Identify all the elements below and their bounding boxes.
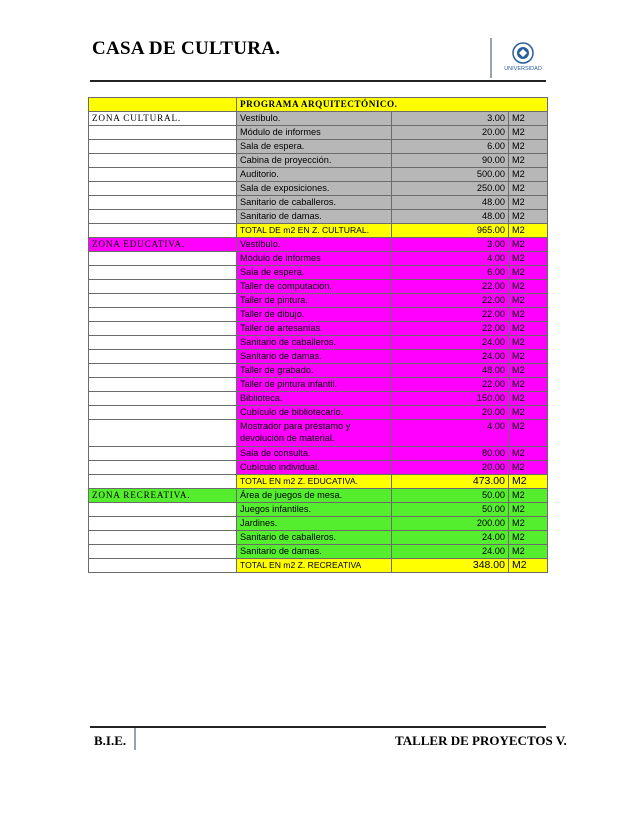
- zone-blank-cell: [89, 406, 237, 420]
- zone-label: ZONA RECREATIVA.: [89, 489, 237, 503]
- zone-blank-cell: [89, 336, 237, 350]
- zone-blank-cell: [89, 420, 237, 447]
- area-unit: M2: [509, 461, 548, 475]
- area-value: 20.00: [392, 126, 509, 140]
- area-value: 90.00: [392, 154, 509, 168]
- table-row: [89, 461, 548, 475]
- area-value: 48.00: [392, 364, 509, 378]
- table-row: [89, 252, 548, 266]
- document-title: CASA DE CULTURA.: [92, 38, 281, 59]
- space-name: Sala de exposiciones.: [237, 182, 392, 196]
- table-row: [89, 531, 548, 545]
- area-value: 4.00: [392, 420, 509, 447]
- table-row: [89, 406, 548, 420]
- space-name: Taller de pintura.: [237, 294, 392, 308]
- header-divider: [490, 38, 492, 78]
- area-value: 24.00: [392, 545, 509, 559]
- table-row: [89, 294, 548, 308]
- area-unit: M2: [509, 210, 548, 224]
- area-value: 24.00: [392, 350, 509, 364]
- total-value: 348.00: [392, 559, 509, 573]
- space-name: Biblioteca.: [237, 392, 392, 406]
- zone-blank-cell: [89, 280, 237, 294]
- area-unit: M2: [509, 406, 548, 420]
- area-value: 48.00: [392, 210, 509, 224]
- table-row: [89, 503, 548, 517]
- space-name: Cubículo individual.: [237, 461, 392, 475]
- space-name: Taller de pintura infantil.: [237, 378, 392, 392]
- area-value: 80.00: [392, 447, 509, 461]
- table-row: [89, 322, 548, 336]
- zone-label: ZONA EDUCATIVA.: [89, 238, 237, 252]
- table-row: [89, 308, 548, 322]
- total-unit: M2: [509, 224, 548, 238]
- logo-caption: UNIVERSIDAD: [504, 66, 542, 72]
- area-unit: M2: [509, 266, 548, 280]
- zone-blank-cell: [89, 378, 237, 392]
- zone-blank-cell: [89, 210, 237, 224]
- area-value: 4.00: [392, 252, 509, 266]
- zone-total-row: [89, 224, 548, 238]
- space-name: Cabina de proyección.: [237, 154, 392, 168]
- space-name: Auditorio.: [237, 168, 392, 182]
- table-row: [89, 168, 548, 182]
- area-unit: M2: [509, 196, 548, 210]
- space-name: Sanitario de caballeros.: [237, 196, 392, 210]
- area-unit: M2: [509, 545, 548, 559]
- space-name: Sala de consulta.: [237, 447, 392, 461]
- table-row: [89, 447, 548, 461]
- area-unit: M2: [509, 517, 548, 531]
- table-row: [89, 280, 548, 294]
- area-unit: M2: [509, 447, 548, 461]
- zone-blank-cell: [89, 545, 237, 559]
- area-value: 3.00: [392, 238, 509, 252]
- area-unit: M2: [509, 420, 548, 447]
- space-name: Sanitario de damas.: [237, 210, 392, 224]
- program-title: PROGRAMA ARQUITECTÓNICO.: [237, 98, 548, 112]
- area-value: 6.00: [392, 140, 509, 154]
- area-unit: M2: [509, 280, 548, 294]
- table-row: [89, 420, 548, 447]
- table-row: [89, 126, 548, 140]
- area-value: 50.00: [392, 489, 509, 503]
- area-value: 24.00: [392, 336, 509, 350]
- zone-blank-cell: [89, 168, 237, 182]
- area-unit: M2: [509, 531, 548, 545]
- zone-blank-cell: [89, 475, 237, 489]
- zone-blank-cell: [89, 517, 237, 531]
- table-row: [89, 336, 548, 350]
- space-name: Mostrador para préstamo y devolución de material.: [237, 420, 392, 447]
- area-unit: M2: [509, 112, 548, 126]
- area-unit: M2: [509, 140, 548, 154]
- area-unit: M2: [509, 294, 548, 308]
- area-value: 22.00: [392, 294, 509, 308]
- space-name: Sanitario de caballeros.: [237, 336, 392, 350]
- area-unit: M2: [509, 154, 548, 168]
- footer-rule: [90, 726, 546, 728]
- area-unit: M2: [509, 238, 548, 252]
- zone-blank-cell: [89, 559, 237, 573]
- zone-blank-cell: [89, 196, 237, 210]
- total-label: TOTAL EN m2 Z. RECREATIVA: [237, 559, 392, 573]
- zone-total-row: [89, 559, 548, 573]
- footer-divider: [134, 728, 136, 750]
- area-unit: M2: [509, 392, 548, 406]
- table-row: [89, 112, 548, 126]
- area-unit: M2: [509, 336, 548, 350]
- total-label: TOTAL DE m2 EN Z. CULTURAL.: [237, 224, 392, 238]
- space-name: Módulo de informes: [237, 126, 392, 140]
- total-unit: M2: [509, 475, 548, 489]
- space-name: Área de juegos de mesa.: [237, 489, 392, 503]
- zone-blank-cell: [89, 140, 237, 154]
- area-value: 22.00: [392, 280, 509, 294]
- area-unit: M2: [509, 378, 548, 392]
- space-name: Vestíbulo.: [237, 238, 392, 252]
- zone-blank-cell: [89, 392, 237, 406]
- area-value: 150.00: [392, 392, 509, 406]
- area-unit: M2: [509, 308, 548, 322]
- space-name: Taller de artesanías.: [237, 322, 392, 336]
- area-value: 22.00: [392, 308, 509, 322]
- space-name: Juegos infantiles.: [237, 503, 392, 517]
- zone-blank-cell: [89, 503, 237, 517]
- program-table: [88, 97, 548, 573]
- area-value: 20.00: [392, 406, 509, 420]
- footer-left: B.I.E.: [94, 733, 127, 748]
- table-row: [89, 489, 548, 503]
- zone-blank-cell: [89, 447, 237, 461]
- area-unit: M2: [509, 168, 548, 182]
- space-name: Taller de dibujo.: [237, 308, 392, 322]
- space-name: Jardines.: [237, 517, 392, 531]
- zone-blank-cell: [89, 126, 237, 140]
- table-row: [89, 210, 548, 224]
- program-title-row: [89, 98, 548, 112]
- table-row: [89, 154, 548, 168]
- area-value: 6.00: [392, 266, 509, 280]
- area-value: 20.00: [392, 461, 509, 475]
- area-unit: M2: [509, 252, 548, 266]
- area-value: 500.00: [392, 168, 509, 182]
- table-row: [89, 378, 548, 392]
- zone-blank-cell: [89, 531, 237, 545]
- table-row: [89, 392, 548, 406]
- footer-right: TALLER DE PROYECTOS V.: [395, 733, 567, 748]
- area-value: 250.00: [392, 182, 509, 196]
- zone-blank-cell: [89, 266, 237, 280]
- area-unit: M2: [509, 503, 548, 517]
- area-value: 50.00: [392, 503, 509, 517]
- area-unit: M2: [509, 322, 548, 336]
- space-name: Sanitario de caballeros.: [237, 531, 392, 545]
- space-name: Cubículo de bibliotecario.: [237, 406, 392, 420]
- zone-blank-cell: [89, 308, 237, 322]
- zone-blank-cell: [89, 364, 237, 378]
- area-unit: M2: [509, 489, 548, 503]
- space-name: Sala de espera.: [237, 266, 392, 280]
- area-unit: M2: [509, 182, 548, 196]
- area-value: 22.00: [392, 378, 509, 392]
- space-name: Vestíbulo.: [237, 112, 392, 126]
- area-value: 24.00: [392, 531, 509, 545]
- zone-blank-cell: [89, 182, 237, 196]
- area-value: 3.00: [392, 112, 509, 126]
- space-name: Sanitario de damas.: [237, 350, 392, 364]
- space-name: Sala de espera.: [237, 140, 392, 154]
- zone-blank-cell: [89, 350, 237, 364]
- area-value: 48.00: [392, 196, 509, 210]
- table-row: [89, 266, 548, 280]
- zone-total-row: [89, 475, 548, 489]
- table-row: [89, 350, 548, 364]
- total-unit: M2: [509, 559, 548, 573]
- area-value: 200.00: [392, 517, 509, 531]
- space-name: Taller de computación.: [237, 280, 392, 294]
- area-value: 22.00: [392, 322, 509, 336]
- space-name: Sanitario de damas.: [237, 545, 392, 559]
- table-row: [89, 196, 548, 210]
- table-row: [89, 182, 548, 196]
- header-rule: [90, 80, 546, 82]
- table-row: [89, 364, 548, 378]
- area-unit: M2: [509, 350, 548, 364]
- zone-blank-cell: [89, 252, 237, 266]
- table-row: [89, 140, 548, 154]
- zone-blank-cell: [89, 224, 237, 238]
- space-name: Taller de grabado.: [237, 364, 392, 378]
- table-row: [89, 238, 548, 252]
- title-blank-cell: [89, 98, 237, 112]
- space-name: Módulo de informes: [237, 252, 392, 266]
- university-seal-icon: [500, 40, 546, 76]
- zone-blank-cell: [89, 322, 237, 336]
- table-row: [89, 545, 548, 559]
- table-row: [89, 517, 548, 531]
- zone-blank-cell: [89, 294, 237, 308]
- total-value: 473.00: [392, 475, 509, 489]
- total-label: TOTAL EN m2 Z. EDUCATIVA.: [237, 475, 392, 489]
- area-unit: M2: [509, 364, 548, 378]
- zone-blank-cell: [89, 154, 237, 168]
- area-unit: M2: [509, 126, 548, 140]
- zone-label: ZONA CULTURAL.: [89, 112, 237, 126]
- total-value: 965.00: [392, 224, 509, 238]
- zone-blank-cell: [89, 461, 237, 475]
